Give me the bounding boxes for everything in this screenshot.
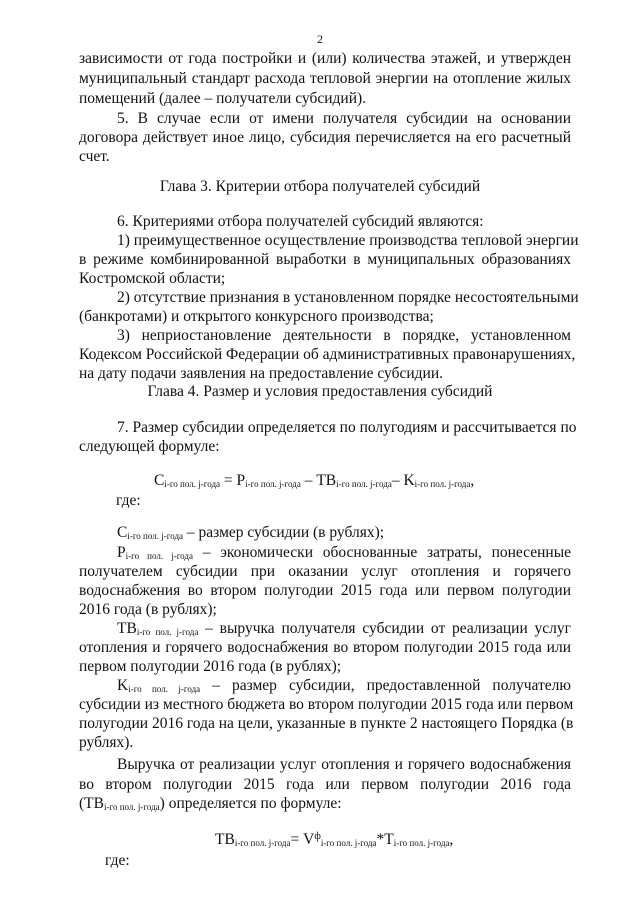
text-line: Кодексом Российской Федерации об административных правонарушениях,: [79, 346, 576, 363]
text-line: 5. В случае если от имени получателя субсидии на основании: [117, 110, 571, 127]
definition-c: $C_{i-го пол. j-года}$ – размер субсидии (в рублях);: [117, 524, 385, 541]
text-line: 3) неприостановление деятельности в порядке, установленном: [117, 327, 571, 344]
definition-p: $P_{i-го пол. j-года}$ – экономически обоснованные затраты, понесенные: [117, 544, 572, 561]
text-line: в режиме комбинированной выработки в муниципальных образованиях: [79, 251, 571, 268]
text-line: 2) отсутствие признания в установленном порядке несостоятельными: [117, 289, 579, 306]
text-line: Костромской области;: [79, 270, 226, 287]
revenue-definition: $(TB_{i-го пол. j-года})$ определяется по формуле:: [79, 795, 342, 812]
text-line: на дату подачи заявления на предоставление субсидии.: [79, 365, 443, 382]
text-line: во втором полугодии 2015 года или первом полугодии 2016 года: [79, 776, 571, 793]
definition-tb: $TB_{i-го пол. j-года}$ – выручка получателя субсидии от реализации услуг: [117, 620, 572, 637]
text-line: субсидии из местного бюджета во втором полугодии 2015 года или первом: [79, 696, 574, 713]
revenue-formula: $TB_{i-го пол. j-года}= V^ф_{i-го пол. j-года}*T_{i-го пол. j-года}$,: [215, 831, 454, 848]
text-line: договора действует иное лицо, субсидия перечисляется на его расчетный: [79, 129, 571, 146]
where-label: где:: [116, 492, 141, 509]
chapter-4-heading: Глава 4. Размер и условия предоставления субсидий: [147, 383, 493, 400]
definition-k: $K_{i-го пол. j-года}$ – размер субсидии, предоставленной получателю: [117, 677, 571, 694]
text-line: водоснабжения во втором полугодии 2015 года или первом полугодии: [79, 582, 571, 599]
text-line: рублях).: [79, 734, 134, 751]
text-line: отопления и горячего водоснабжения во втором полугодии 2015 года или: [79, 639, 571, 656]
text-line: 7. Размер субсидии определяется по полугодиям и рассчитывается по: [117, 419, 577, 436]
text-line: следующей формуле:: [79, 438, 220, 455]
text-line: получателем субсидии при оказании услуг отопления и горячего: [79, 563, 571, 580]
text-line: счет.: [79, 148, 110, 165]
text-line: помещений (далее – получатели субсидий).: [79, 90, 367, 107]
where-label: где:: [105, 852, 130, 869]
text-line: Выручка от реализации услуг отопления и горячего водоснабжения: [117, 756, 571, 773]
subsidy-formula: $C_{i-го пол. j-года} = P_{i-го пол. j-года} - TB_{i-го пол. j-года}-$ $K_{i-го пол. j-года}$,: [154, 472, 475, 489]
text-line: (банкротами) и открытого конкурсного производства;: [79, 308, 434, 325]
text-line: муниципальный стандарт расхода тепловой энергии на отопление жилых: [79, 70, 571, 87]
chapter-3-heading: Глава 3. Критерии отбора получателей субсидий: [159, 178, 481, 195]
text-line: 1) преимущественное осуществление производства тепловой энергии: [117, 232, 579, 249]
text-line: первом полугодии 2016 года (в рублях);: [79, 658, 342, 675]
text-line: 2016 года (в рублях);: [79, 601, 217, 618]
text-line: 6. Критериями отбора получателей субсидий являются:: [117, 213, 484, 230]
page-number: 2: [317, 32, 323, 46]
text-line: зависимости от года постройки и (или) количества этажей, и утвержден: [79, 50, 571, 67]
text-line: полугодии 2016 года на цели, указанные в пункте 2 настоящего Порядка (в: [79, 715, 574, 732]
